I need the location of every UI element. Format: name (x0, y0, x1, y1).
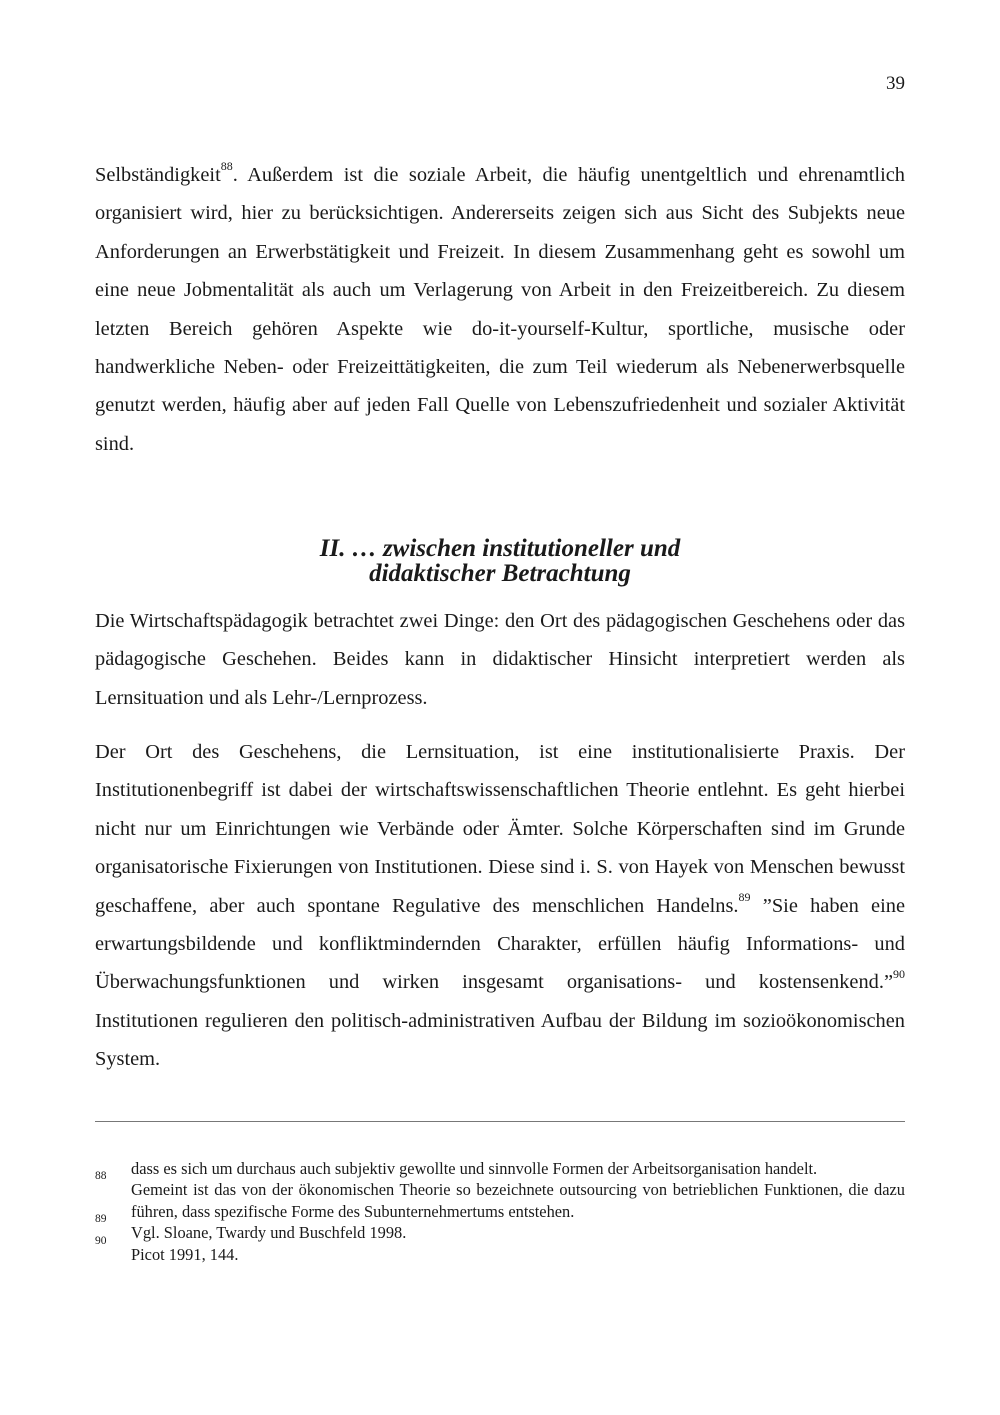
footnote-divider (95, 1121, 905, 1122)
page-number: 39 (886, 73, 905, 94)
footnote-88 (95, 1170, 905, 1222)
footnote-ref-89[interactable]: 89 (738, 889, 751, 904)
footnote-number: 90 (95, 1234, 107, 1247)
paragraph-2: Die Wirtschaftspädagogik betrachtet zwei Dinge: den Ort des pädagogischen Geschehens oder das pädagogische Geschehen. Beides kann in didaktischer Hinsicht interpretiert werden als Lernsituation und als Lehr-/Lernprozess. (95, 610, 905, 709)
paragraph-3-part-3: Institutionen regulieren den politisch-administrativen Aufbau der Bildung im sozioökonomischen System. (95, 1009, 905, 1071)
paragraph-1-start: Selbständigkeit (95, 164, 221, 186)
footnote-ref-90[interactable]: 90 (893, 966, 905, 981)
paragraph-3-part-1: Der Ort des Geschehens, die Lernsituation, ist eine institutionalisierte Praxis. Der Institutionenbegriff ist dabei der wirtschaftswissenschaftlichen Theorie entlehnt. Es geht hierbei nicht nur um Einrichtungen wie Verbände oder Ämter. Solche Körperschaften sind im Grunde organisatorische Fixierungen von Institutionen. Diese sind i. S. von Hayek von Menschen bewusst geschaffene, aber auch spontane Regulative des menschlichen Handelns. (95, 741, 905, 917)
footnote-number: 88 (95, 1170, 107, 1183)
paragraph-1-rest: . Außerdem ist die soziale Arbeit, die häufig unentgeltlich und ehrenamtlich organisiert wird, hier zu berücksichtigen. Andererseits zeigen sich aus Sicht des Subjekts neue Anforderungen an Erwerbstätigkeit und Freizeit. In diesem Zusammenhang geht es sowohl um eine neue Jobmentalität als auch um Verlagerung von Arbeit in den Freizeitbereich. Zu diesem letzten Bereich gehören Aspekte wie do-it-yourself-Kultur, sportliche, musische oder handwerkliche Neben- oder Freizeittätigkeiten, die zum Teil wiederum als Nebenerwerbsquelle genutzt werden, häufig aber auf jeden Fall Quelle von Lebenszufriedenheit und sozialer Aktivität sind. (95, 164, 905, 455)
footnote-text: Gemeint ist das von der ökonomischen Theorie so bezeichnete outsourcing von betrieblichen Funktionen, die dazu führen, dass spezifische Forme des Subunternehmertums entstehen. (131, 1180, 905, 1221)
paragraph-3 (95, 733, 905, 1079)
footnote-89 (95, 1213, 905, 1243)
footnote-continuation: dass es sich um durchaus auch subjektiv gewollte und sinnvolle Formen der Arbeitsorganisation handelt. (131, 1159, 818, 1178)
footnote-90 (95, 1234, 905, 1265)
section-heading-line-2: didaktischer Betrachtung (369, 560, 631, 587)
paragraph-1 (95, 156, 905, 463)
footnote-number: 89 (95, 1213, 107, 1226)
footnote-ref-88[interactable]: 88 (220, 159, 233, 174)
paragraph-3-quote: ”Sie haben eine erwartungsbildende und konfliktmindernden Charakter, erfüllen häufig Informations- und Überwachungsfunktionen und wirken insgesamt organisations- und kostensenkend.” (95, 894, 905, 994)
footnotes (95, 1158, 905, 1265)
footnote-text: Picot 1991, 144. (131, 1244, 239, 1264)
section-heading (95, 536, 905, 586)
footnote-text: Vgl. Sloane, Twardy und Buschfeld 1998. (131, 1223, 407, 1243)
section-heading-line-1: II. … zwischen institutioneller und (319, 535, 681, 562)
